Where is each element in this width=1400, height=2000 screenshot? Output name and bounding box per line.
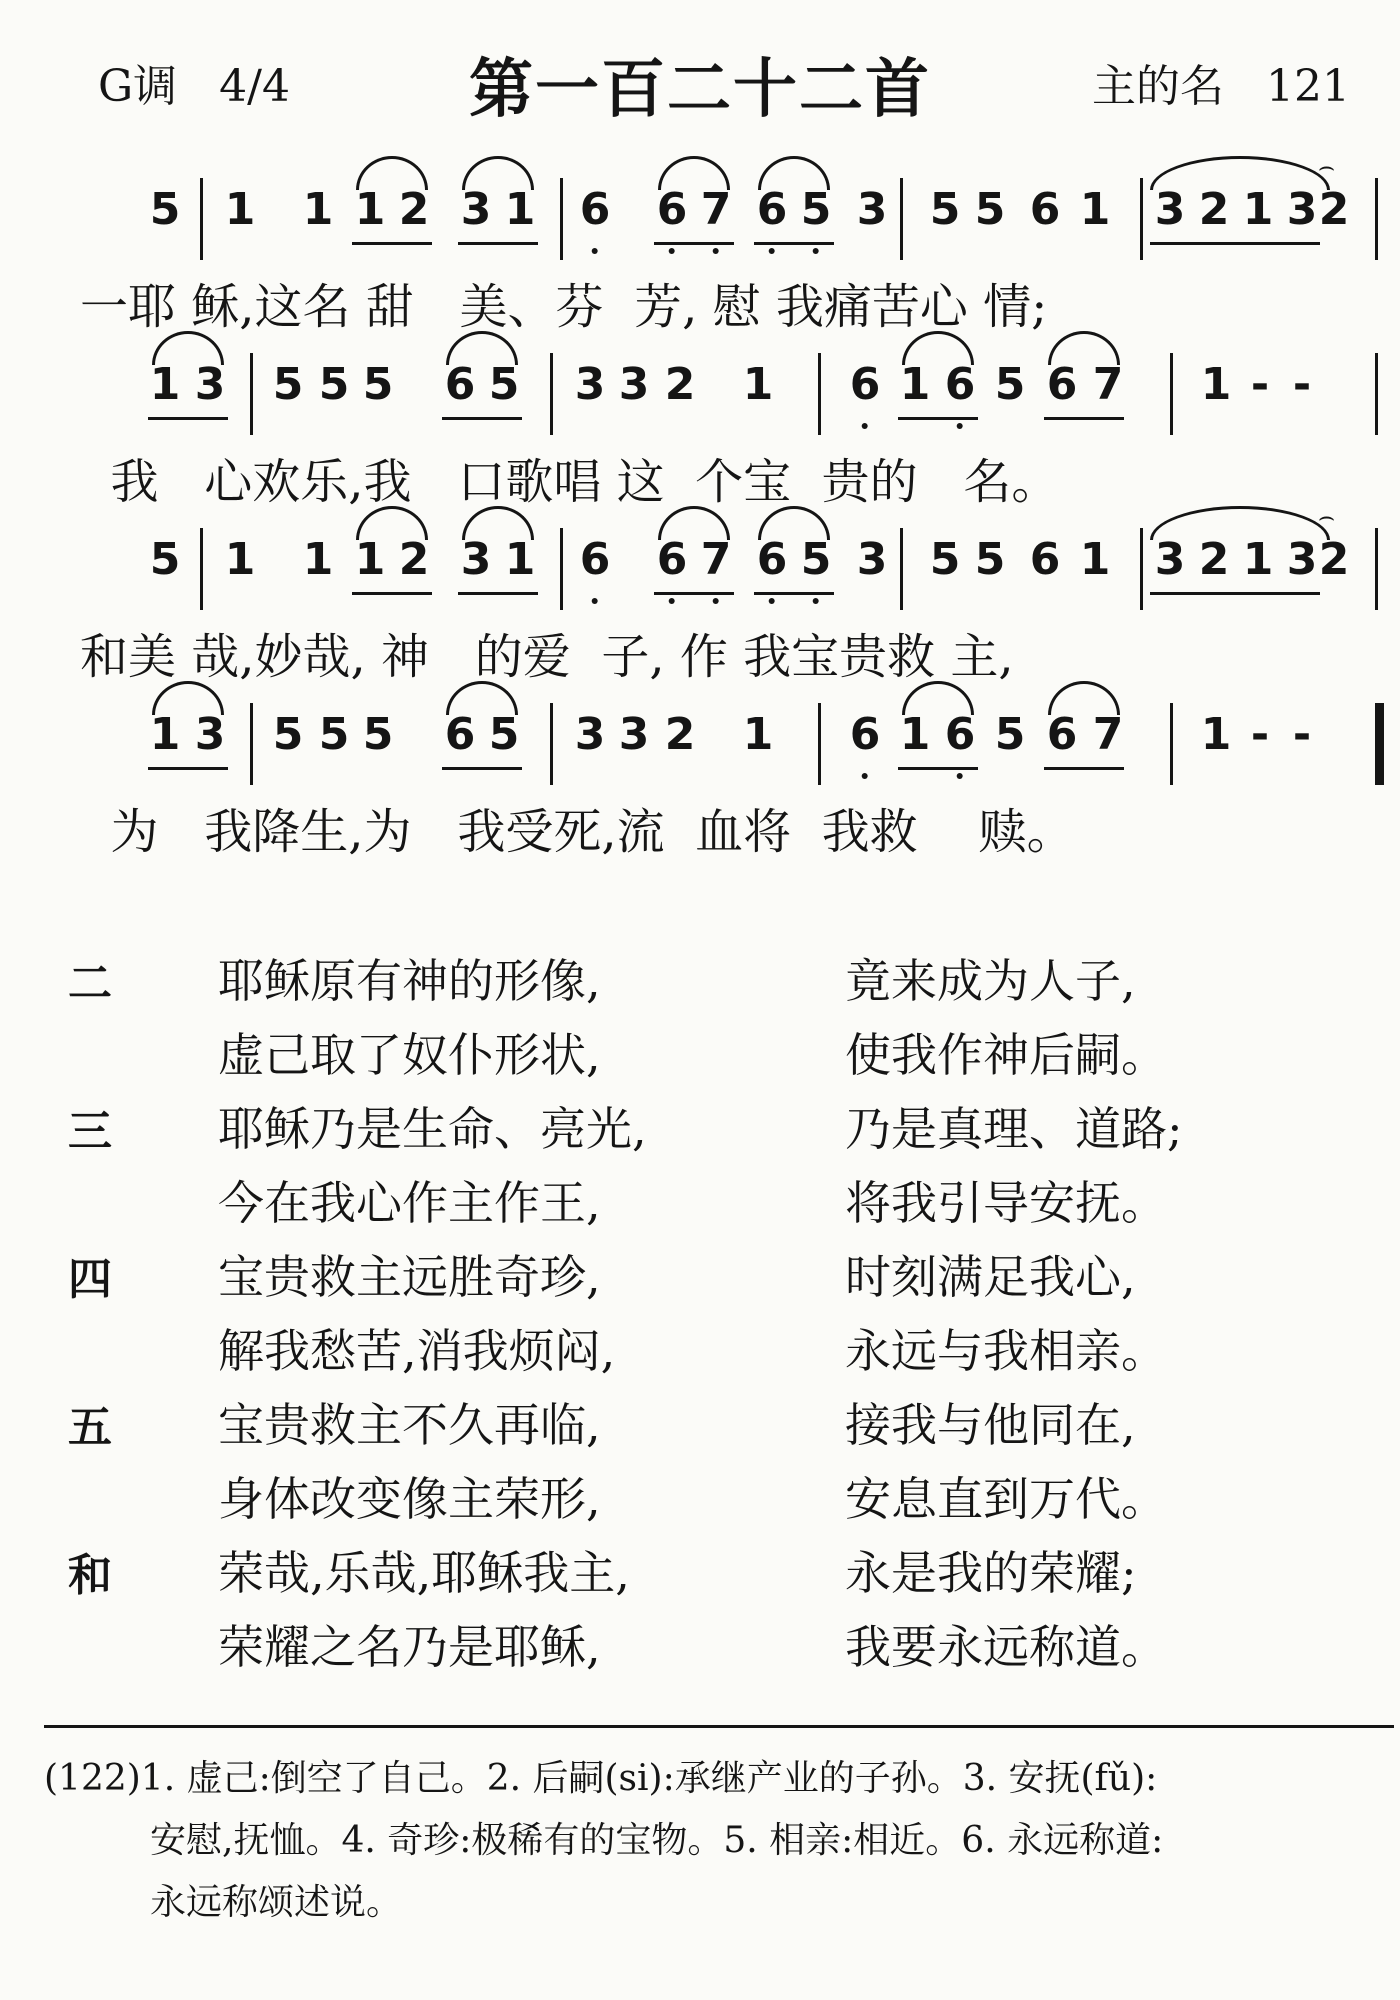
beam-underline: [654, 242, 734, 245]
verse-text: 永是我的荣耀;: [845, 1546, 1137, 1600]
note: 3: [1286, 534, 1318, 585]
note: 6: [849, 359, 881, 410]
slur: [152, 681, 224, 715]
verse-text: 今在我心作主作王,: [218, 1176, 601, 1230]
note: 3: [574, 709, 606, 760]
note: 5: [362, 709, 394, 760]
barline: [1375, 353, 1378, 435]
note: 1: [302, 184, 334, 235]
verse-text: 我要永远称道。: [845, 1620, 1167, 1674]
slur: [446, 331, 518, 365]
beam-underline: [1044, 767, 1124, 770]
key-signature: G调 4/4: [98, 61, 290, 112]
verse-text: 时刻满足我心,: [845, 1250, 1136, 1304]
note: 2: [664, 709, 696, 760]
verse-text: 荣哉,乐哉,耶稣我主,: [218, 1546, 630, 1600]
slur: [758, 156, 830, 190]
note: 6: [444, 709, 476, 760]
note: 1: [1200, 709, 1232, 760]
slur: [462, 156, 534, 190]
note: 3: [1154, 534, 1186, 585]
note: 5: [929, 534, 961, 585]
note: 5: [929, 184, 961, 235]
barline: [1140, 528, 1143, 610]
note: 1: [149, 709, 181, 760]
barline: [818, 353, 821, 435]
beam-underline: [148, 767, 228, 770]
barline: [1140, 178, 1143, 260]
note: 1: [1079, 184, 1111, 235]
note: 6: [1029, 184, 1061, 235]
verse-text: 将我引导安抚。: [845, 1176, 1167, 1230]
beam-underline: [148, 417, 228, 420]
note: 1: [1242, 184, 1274, 235]
barline: [200, 528, 203, 610]
note: 5: [994, 709, 1026, 760]
verse-text: 耶稣原有神的形像,: [218, 954, 601, 1008]
note: 2: [1198, 184, 1230, 235]
sustain-dash: -: [1292, 709, 1312, 760]
footnote-line-1: (122)1. 虚己:倒空了自己。2. 后嗣(si):承继产业的子孙。3. 安抚(fǔ):: [44, 1758, 1158, 1799]
note: 2: [398, 534, 430, 585]
verse-text: 身体改变像主荣形,: [218, 1472, 601, 1526]
verse-text: 宝贵救主不久再临,: [218, 1398, 601, 1452]
fermata-icon: ⌢: [1318, 152, 1336, 182]
score-line-4: [0, 675, 1400, 805]
footnote-line-2: 安慰,抚恤。4. 奇珍:极稀有的宝物。5. 相亲:相近。6. 永远称道:: [150, 1820, 1164, 1861]
barline: [1375, 178, 1378, 260]
hymn-topic: 主的名: [1092, 61, 1225, 112]
barline: [560, 528, 563, 610]
beam-underline: [754, 592, 834, 595]
note: 1: [354, 534, 386, 585]
beam-underline: [654, 592, 734, 595]
verse-text: 接我与他同在,: [845, 1398, 1136, 1452]
verse-label: 三: [68, 1106, 112, 1157]
verse-text: 虚己取了奴仆形状,: [218, 1028, 601, 1082]
score-line-2: [0, 325, 1400, 455]
note: 3: [460, 534, 492, 585]
note: 3: [856, 534, 888, 585]
beam-underline: [442, 767, 522, 770]
note: 5: [272, 359, 304, 410]
note: 3: [1286, 184, 1318, 235]
note: 5: [974, 184, 1006, 235]
note: 1: [1079, 534, 1111, 585]
note: 7: [1092, 359, 1124, 410]
note: 1: [899, 359, 931, 410]
note: 5: [362, 359, 394, 410]
lyric-line-3: 和美 哉,妙哉, 神 的爱 子, 作 我宝贵救 主,: [80, 629, 1014, 685]
sustain-dash: -: [1250, 359, 1270, 410]
barline: [560, 178, 563, 260]
note: 5: [800, 184, 832, 235]
note: 7: [700, 534, 732, 585]
barline: [550, 353, 553, 435]
note: 5: [149, 184, 181, 235]
note: 3: [856, 184, 888, 235]
note: 1: [899, 709, 931, 760]
note: 1: [504, 184, 536, 235]
score-line-3: [0, 500, 1400, 630]
barline: [200, 178, 203, 260]
verse-text: 安息直到万代。: [845, 1472, 1167, 1526]
note: 7: [1092, 709, 1124, 760]
beam-underline: [898, 417, 978, 420]
barline: [1375, 528, 1378, 610]
time-signature: 4/4: [219, 61, 290, 112]
lyric-line-2: 我 心欢乐,我 口歌唱 这 个宝 贵的 名。: [80, 454, 1060, 510]
slur: [446, 681, 518, 715]
barline: [900, 528, 903, 610]
note: 6: [579, 184, 611, 235]
slur: [658, 156, 730, 190]
note: 3: [618, 709, 650, 760]
note: 1: [1242, 534, 1274, 585]
note: 6: [756, 534, 788, 585]
note: 5: [974, 534, 1006, 585]
fermata-icon: ⌢: [1318, 502, 1336, 532]
note: 1: [504, 534, 536, 585]
slur: [356, 156, 428, 190]
slur: [1150, 506, 1330, 540]
note: 5: [488, 359, 520, 410]
note: 5: [272, 709, 304, 760]
beam-underline: [442, 417, 522, 420]
verse-label: 五: [68, 1402, 112, 1453]
verse-text: 竟来成为人子,: [845, 954, 1136, 1008]
verse-text: 宝贵救主远胜奇珍,: [218, 1250, 601, 1304]
note: 2: [664, 359, 696, 410]
score-line-1: [0, 150, 1400, 280]
note: 2: [398, 184, 430, 235]
beam-underline: [458, 592, 538, 595]
slur: [1048, 331, 1120, 365]
note: 3: [1154, 184, 1186, 235]
verse-text: 耶稣乃是生命、亮光,: [218, 1102, 647, 1156]
slur: [1048, 681, 1120, 715]
note: 1: [742, 359, 774, 410]
note: 5: [318, 359, 350, 410]
note: 6: [849, 709, 881, 760]
note: 5: [800, 534, 832, 585]
note: 3: [574, 359, 606, 410]
slur: [902, 331, 974, 365]
sustain-dash: -: [1292, 359, 1312, 410]
note: 5: [318, 709, 350, 760]
barline: [550, 703, 553, 785]
verse-text: 解我愁苦,消我烦闷,: [218, 1324, 616, 1378]
note: 1: [224, 184, 256, 235]
verse-text: 使我作神后嗣。: [845, 1028, 1167, 1082]
note: 6: [944, 359, 976, 410]
beam-underline: [898, 767, 978, 770]
note: 1: [224, 534, 256, 585]
hymn-title: 第一百二十二首: [469, 53, 931, 127]
note: 6: [656, 184, 688, 235]
beam-underline: [1150, 242, 1320, 245]
note: 1: [302, 534, 334, 585]
note: 2: [1318, 184, 1350, 235]
note: 7: [700, 184, 732, 235]
note: 3: [460, 184, 492, 235]
note: 6: [1046, 359, 1078, 410]
lyric-line-1: 一耶 稣,这名 甜 美、芬 芳, 慰 我痛苦心 情;: [80, 279, 1048, 335]
lyric-line-4: 为 我降生,为 我受死,流 血将 我救 赎。: [80, 804, 1075, 860]
note: 6: [1046, 709, 1078, 760]
verse-label: 和: [68, 1550, 112, 1601]
note: 6: [656, 534, 688, 585]
footnote-line-3: 永远称颂述说。: [150, 1882, 403, 1923]
note: 2: [1198, 534, 1230, 585]
header-right: [1092, 50, 1350, 114]
footnote-divider: [44, 1725, 1394, 1728]
beam-underline: [754, 242, 834, 245]
barline: [900, 178, 903, 260]
note: 5: [149, 534, 181, 585]
note: 6: [944, 709, 976, 760]
barline: [1170, 703, 1173, 785]
slur: [902, 681, 974, 715]
beam-underline: [1044, 417, 1124, 420]
note: 1: [354, 184, 386, 235]
barline: [818, 703, 821, 785]
verse-label: 四: [68, 1254, 112, 1305]
beam-underline: [352, 592, 432, 595]
note: 6: [1029, 534, 1061, 585]
note: 5: [488, 709, 520, 760]
note: 6: [444, 359, 476, 410]
note: 6: [579, 534, 611, 585]
slur: [1150, 156, 1330, 190]
note: 3: [194, 709, 226, 760]
barline: [250, 703, 253, 785]
sustain-dash: -: [1250, 709, 1270, 760]
verse-text: 永远与我相亲。: [845, 1324, 1167, 1378]
note: 1: [149, 359, 181, 410]
note: 3: [194, 359, 226, 410]
slur: [758, 506, 830, 540]
note: 1: [742, 709, 774, 760]
slur: [462, 506, 534, 540]
barline: [250, 353, 253, 435]
slur: [356, 506, 428, 540]
note: 5: [994, 359, 1026, 410]
barline: [1170, 353, 1173, 435]
note: 6: [756, 184, 788, 235]
page-number: 121: [1266, 61, 1350, 112]
note: 3: [618, 359, 650, 410]
slur: [152, 331, 224, 365]
beam-underline: [352, 242, 432, 245]
verse-text: 荣耀之名乃是耶稣,: [218, 1620, 601, 1674]
beam-underline: [458, 242, 538, 245]
final-barline: [1375, 703, 1384, 785]
verse-label: 二: [68, 958, 112, 1009]
beam-underline: [1150, 592, 1320, 595]
note: 1: [1200, 359, 1232, 410]
slur: [658, 506, 730, 540]
note: 2: [1318, 534, 1350, 585]
verse-text: 乃是真理、道路;: [845, 1102, 1183, 1156]
